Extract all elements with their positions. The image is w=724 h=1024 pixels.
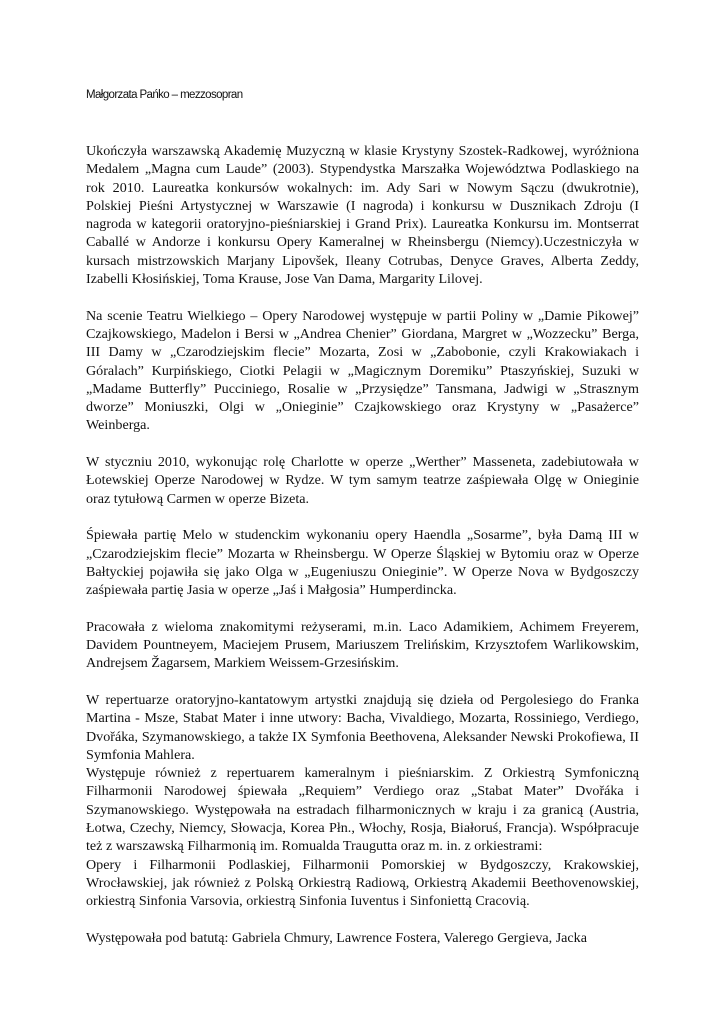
- paragraph-oratorio-repertoire: W repertuarze oratoryjno-kantatowym artystki znajdują się dzieła od Pergolesiego do Franka Martina - Msze, Stabat Mater i inne utwory: Bacha, Vivaldiego, Mozarta, Rossiniego, Verdiego, Dvořáka, Szymanowskiego, a także IX Symfonia Beethovena, Aleksander Newski Prokofiewa, II Symfonia Mahlera.: [86, 691, 639, 763]
- document-body: [86, 142, 639, 947]
- page-title: Małgorzata Pańko – mezzosopran: [86, 89, 243, 101]
- paragraph-grand-theatre: Na scenie Teatru Wielkiego – Opery Narodowej występuje w partii Poliny w „Damie Pikowej” Czajkowskiego, Madelon i Bersi w „Andrea Chenier” Giordana, Margret w „Wozzecku” Berga, III Damy w „Czarodziejskim flecie” Mozarta, Zosi w „Zabobonie, czyli Krakowiakach i Góralach” Kurpińskiego, Ciotki Pelagii w „Magicznym Doremiku” Ptaszyńskiej, Suzuki w „Madame Butterfly” Pucciniego, Rosalie w „Przysiędze” Tansmana, Jadwigi w „Strasznym dworze” Moniuszki, Olgi w „Onieginie” Czajkowskiego oraz Krystyny w „Pasażerce” Weinberga.: [86, 307, 639, 434]
- paragraph-other-roles: Śpiewała partię Melo w studenckim wykonaniu opery Haendla „Sosarme”, była Damą III w „Czarodziejskim flecie” Mozarta w Rheinsbergu. W Operze Śląskiej w Bytomiu oraz w Operze Bałtyckiej pojawiła się jako Olga w „Eugeniuszu Onieginie”. W Operze Nova w Bydgoszczy zaśpiewała partię Jasia w operze „Jaś i Małgosia” Humperdincka.: [86, 527, 639, 599]
- paragraph-orchestras: Opery i Filharmonii Podlaskiej, Filharmonii Pomorskiej w Bydgoszczy, Krakowskiej, Wrocławskiej, jak również z Polską Orkiestrą Radiową, Orkiestrą Akademii Beethovenowskiej, orkiestrą Sinfonia Varsovia, orkiestrą Sinfonia Iuventus i Sinfoniettą Cracovią.: [86, 856, 639, 910]
- paragraph-chamber-repertoire: Występuje również z repertuarem kameralnym i pieśniarskim. Z Orkiestrą Symfoniczną Filharmonii Narodowej śpiewała „Requiem” Verdiego oraz „Stabat Mater” Dvořáka i Szymanowskiego. Występowała na estradach filharmonicznych w kraju i za granicą (Austria, Łotwa, Czechy, Niemcy, Słowacja, Korea Płn., Włochy, Rosja, Białoruś, Francja). Współpracuje też z warszawską Filharmonią im. Romualda Traugutta oraz m. in. z orkiestrami:: [86, 765, 639, 855]
- paragraph-directors: Pracowała z wieloma znakomitymi reżyserami, m.in. Laco Adamikiem, Achimem Freyerem, Davidem Pountneyem, Maciejem Prusem, Mariuszem Trelińskim, Krzysztofem Warlikowskim, Andrejsem Žagarsem, Markiem Weissem-Grzesińskim.: [86, 618, 639, 672]
- paragraph-education: Ukończyła warszawską Akademię Muzyczną w klasie Krystyny Szostek-Radkowej, wyróżniona Medalem „Magna cum Laude” (2003). Stypendystka Marszałka Województwa Podlaskiego na rok 2010. Laureatka konkursów wokalnych: im. Ady Sari w Nowym Sączu (dwukrotnie), Polskiej Pieśni Artystycznej w Warszawie (I nagroda) i konkursu w Dusznikach Zdroju (I nagroda w kategorii oratoryjno-pieśniarskiej i Grand Prix). Laureatka Konkursu im. Montserrat Caballé w Andorze i konkursu Opery Kameralnej w Rheinsbergu (Niemcy).Uczestniczyła w kursach mistrzowskich Marjany Lipovšek, Ileany Cotrubas, Denyce Graves, Alberta Zeddy, Izabelli Kłosińskiej, Toma Krause, Jose Van Dama, Margarity Lilovej.: [86, 143, 639, 288]
- paragraph-conductors: Występowała pod batutą: Gabriela Chmury, Lawrence Fostera, Valerego Gergieva, Jacka: [86, 929, 587, 946]
- paragraph-riga-debut: W styczniu 2010, wykonując rolę Charlotte w operze „Werther” Masseneta, zadebiutowała w Łotewskiej Operze Narodowej w Rydze. W tym samym teatrze zaśpiewała Olgę w Onieginie oraz tytułową Carmen w operze Bizeta.: [86, 454, 639, 507]
